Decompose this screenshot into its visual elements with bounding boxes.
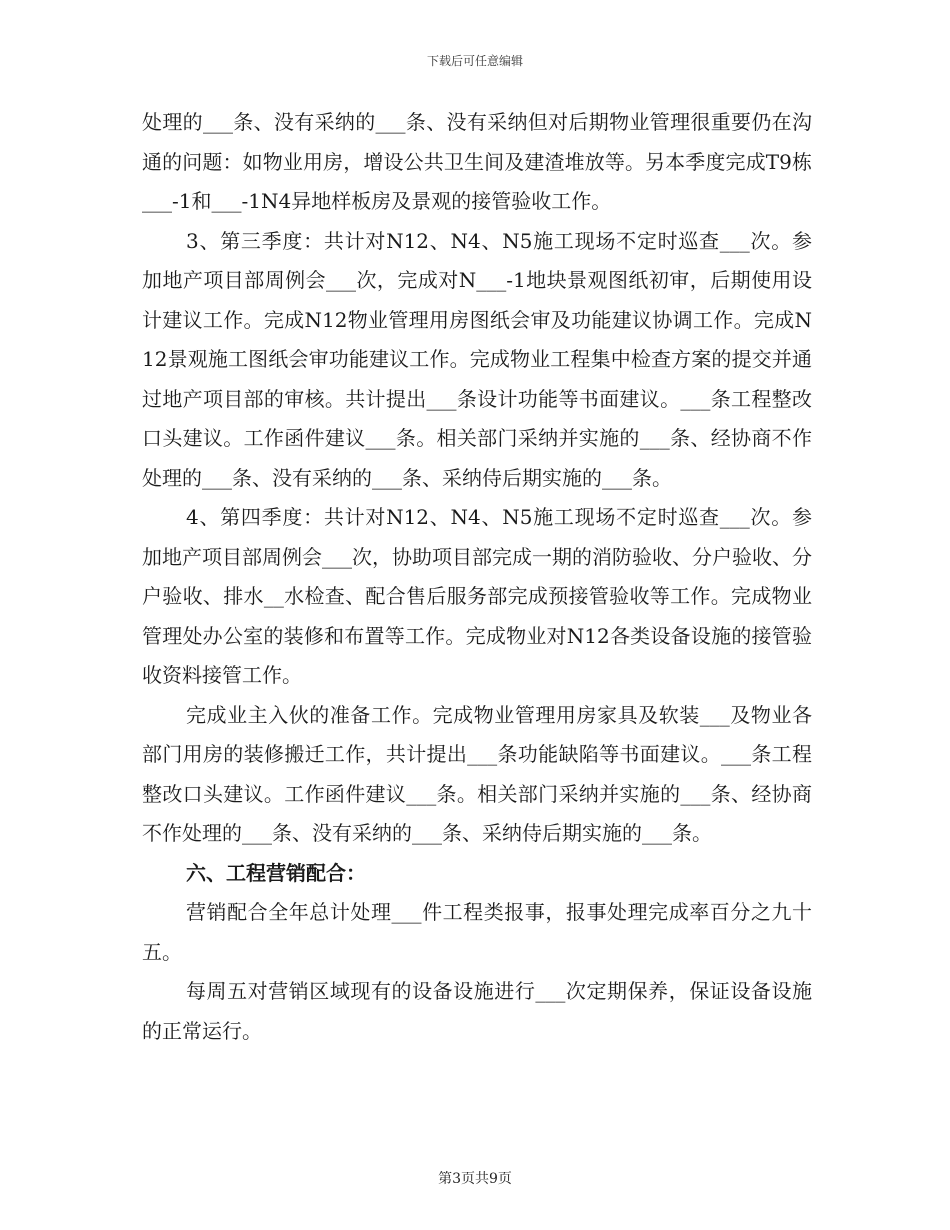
paragraph-marketing-2: 每周五对营销区域现有的设备设施进行___次定期保养，保证设备设施的正常运行。	[142, 979, 812, 1043]
section-heading: 六、工程营销配合：	[186, 860, 366, 885]
paragraph-move-in: 完成业主入伙的准备工作。完成物业管理用房家具及软装___及物业各部门用房的装修搬迁工作，共计提出___条功能缺陷等书面建议。___条工程整改口头建议。工作函件建议___条。相关部门采纳并实施的___条、经协商不作处理的___条、没有采纳的___条、采纳侍后期实施的___条。	[142, 702, 812, 845]
page-header-note: 下载后可任意编辑	[426, 54, 523, 68]
paragraph-marketing-1: 营销配合全年总计处理___件工程类报事，报事处理完成率百分之九十五。	[142, 900, 812, 964]
paragraph-q3: 3、第三季度：共计对N12、N4、N5施工现场不定时巡查___次。参加地产项目部周例会___次，完成对N___-1地块景观图纸初审，后期使用设计建议工作。完成N12物业管理用房图纸会审及功能建议协调工作。完成N12景观施工图纸会审功能建议工作。完成物业工程集中检查方案的提交并通过地产项目部的审核。共计提出___条设计功能等书面建议。___条工程整改口头建议。工作函件建议___条。相关部门采纳并实施的___条、经协商不作处理的___条、没有采纳的___条、采纳侍后期实施的___条。	[142, 228, 812, 490]
paragraph-q4: 4、第四季度：共计对N12、N4、N5施工现场不定时巡查___次。参加地产项目部周例会___次，协助项目部完成一期的消防验收、分户验收、分户验收、排水__水检查、配合售后服务部完成预接管验收等工作。完成物业管理处办公室的装修和布置等工作。完成物业对N12各类设备设施的接管验收资料接管工作。	[142, 505, 812, 687]
document-body	[142, 103, 812, 1051]
page-number: 第3页共9页	[438, 1171, 512, 1187]
paragraph-continuation: 处理的___条、没有采纳的___条、没有采纳但对后期物业管理很重要仍在沟通的问题：如物业用房，增设公共卫生间及建渣堆放等。另本季度完成T9栋___-1和___-1N4异地样板房及景观的接管验收工作。	[142, 110, 812, 213]
